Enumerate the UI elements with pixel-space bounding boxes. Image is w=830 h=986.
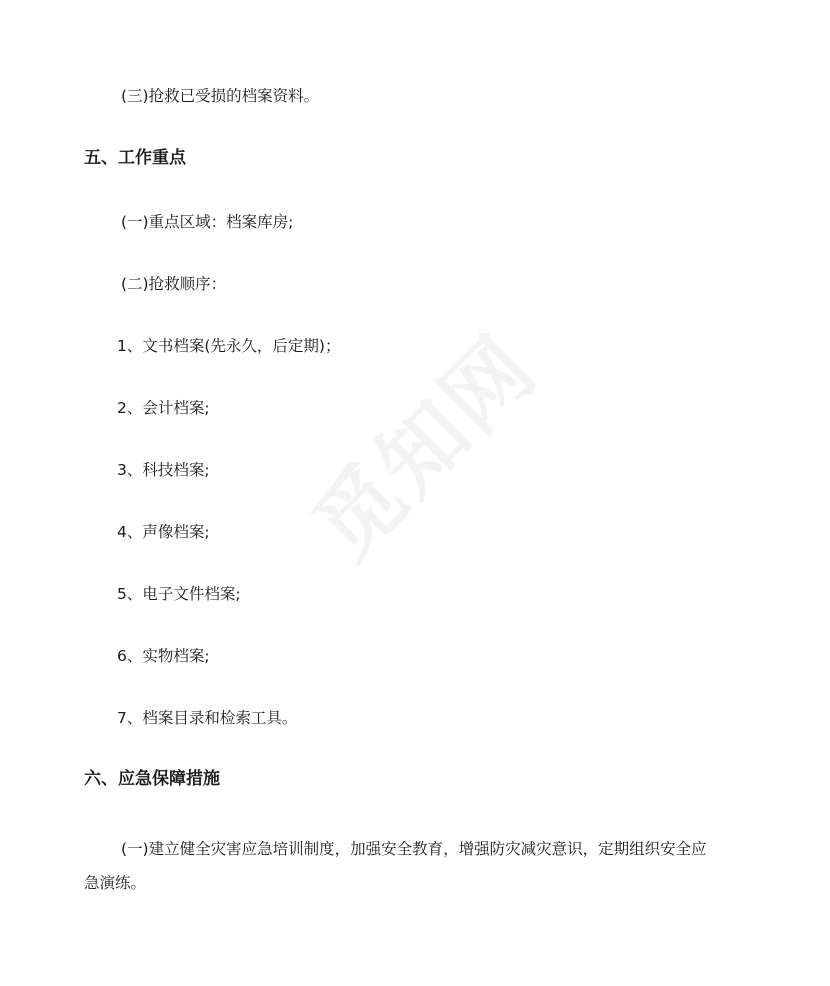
list-item: 1、文书档案(先永久，后定期)； bbox=[117, 337, 341, 355]
paragraph-rescue-order: (二)抢救顺序： bbox=[121, 275, 227, 293]
paragraph-rescue-damaged: (三)抢救已受损的档案资料。 bbox=[121, 87, 320, 105]
list-item: 6、实物档案; bbox=[117, 647, 210, 665]
list-item: 5、电子文件档案; bbox=[117, 585, 241, 603]
paragraph-training-system-line2: 急演练。 bbox=[84, 874, 147, 892]
section-heading-emergency-measures: 六、应急保障措施 bbox=[84, 769, 220, 789]
watermark bbox=[256, 278, 584, 606]
paragraph-key-area: (一)重点区域：档案库房; bbox=[121, 213, 294, 231]
list-item: 4、声像档案; bbox=[117, 523, 210, 541]
list-item: 2、会计档案; bbox=[117, 399, 210, 417]
section-heading-work-focus: 五、工作重点 bbox=[84, 148, 186, 168]
list-item: 3、科技档案; bbox=[117, 461, 210, 479]
paragraph-training-system-line1: (一)建立健全灾害应急培训制度，加强安全教育，增强防灾减灾意识，定期组织安全应 bbox=[121, 840, 707, 858]
list-item: 7、档案目录和检索工具。 bbox=[117, 709, 298, 727]
